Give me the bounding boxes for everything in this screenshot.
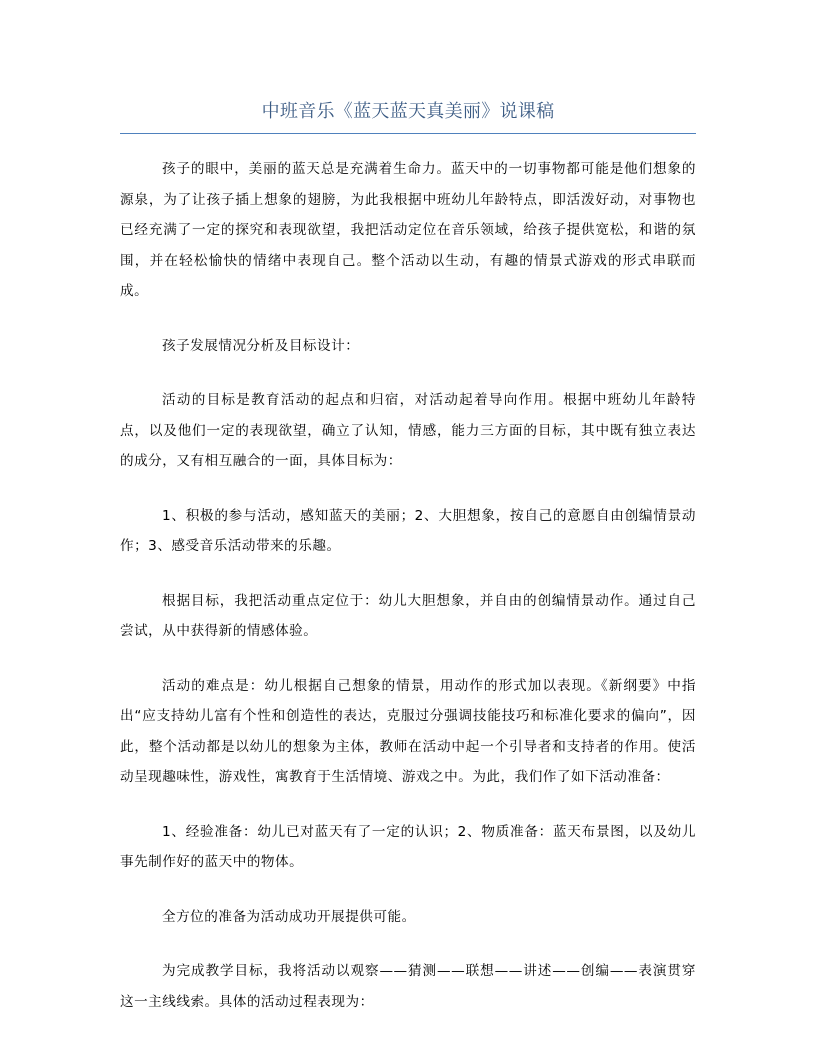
paragraph-section-heading: 孩子发展情况分析及目标设计： [162, 337, 360, 354]
document-body [120, 154, 696, 1041]
paragraph-difficulty: 活动的难点是：幼儿根据自己想象的情景，用动作的形式加以表现。《新纲要》中指出“应支持幼儿富有个性和创造性的表达，克服过分强调技能技巧和标准化要求的偏向”，因此，整个活动都是以幼儿的想象为主体，教师在活动中起一个引导者和支持者的作用。使活动呈现趣味性，游戏性，寓教育于生活情境、游戏之中。为此，我们作了如下活动准备： [120, 677, 696, 785]
paragraph-goals-list: 1、积极的参与活动，感知蓝天的美丽；2、大胆想象，按自己的意愿自由创编情景动作；3、感受音乐活动带来的乐趣。 [120, 507, 696, 554]
paragraph-process-intro: 为完成教学目标，我将活动以观察——猜测——联想——讲述——创编——表演贯穿这一主线线索。具体的活动过程表现为： [120, 963, 696, 1010]
paragraph-key-point: 根据目标，我把活动重点定位于：幼儿大胆想象，并自由的创编情景动作。通过自己尝试，从中获得新的情感体验。 [120, 592, 696, 639]
paragraph-goals-intro: 活动的目标是教育活动的起点和归宿，对活动起着导向作用。根据中班幼儿年龄特点，以及他们一定的表现欲望，确立了认知，情感，能力三方面的目标，其中既有独立表达的成分，又有相互融合的一面，具体目标为： [120, 392, 696, 469]
paragraph-preparation-summary: 全方位的准备为活动成功开展提供可能。 [162, 908, 416, 925]
paragraph-preparation: 1、经验准备：幼儿已对蓝天有了一定的认识；2、物质准备：蓝天布景图，以及幼儿事先制作好的蓝天中的物体。 [120, 823, 696, 870]
paragraph-intro: 孩子的眼中，美丽的蓝天总是充满着生命力。蓝天中的一切事物都可能是他们想象的源泉，为了让孩子插上想象的翅膀，为此我根据中班幼儿年龄特点，即活泼好动，对事物也已经充满了一定的探究和表现欲望，我把活动定位在音乐领域，给孩子提供宽松，和谐的氛围，并在轻松愉快的情绪中表现自己。整个活动以生动，有趣的情景式游戏的形式串联而成。 [120, 161, 696, 299]
document-title: 中班音乐《蓝天蓝天真美丽》说课稿 [261, 101, 555, 122]
title-underline [120, 133, 696, 134]
